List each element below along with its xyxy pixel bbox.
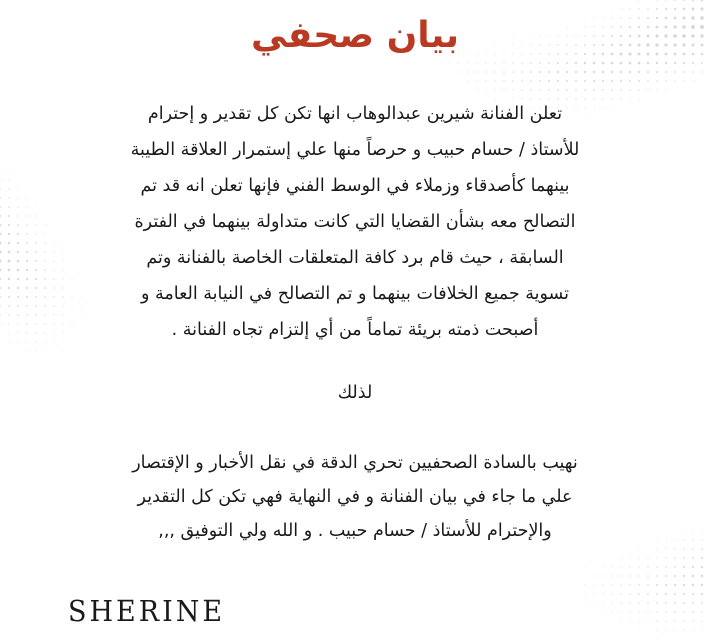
sherine-logo: SHERINE <box>68 595 226 629</box>
request-line: نهيب بالسادة الصحفيين تحري الدقة في نقل الأخبار و الإقتصار <box>132 453 578 473</box>
statement-line: بينهما كأصدقاء وزملاء في الوسط الفني فإنها تعلن انه قد تم <box>140 176 570 196</box>
therefore-heading: لذلك <box>337 383 373 403</box>
request-line: والإحترام للأستاذ / حسام حبيب . و الله ولي التوفيق ,,, <box>158 521 552 541</box>
request-paragraph <box>60 446 650 548</box>
statement-line: السابقة ، حيث قام برد كافة المتعلقات الخاصة بالفنانة وتم <box>146 248 564 268</box>
statement-line: للأستاذ / حسام حبيب و حرصاً منها علي إستمرار العلاقة الطيبة <box>130 140 580 160</box>
statement-line: تسوية جميع الخلافات بينهما و تم التصالح في النيابة العامة و <box>140 284 570 304</box>
statement-paragraph <box>60 96 650 348</box>
statement-line: التصالح معه بشأن القضايا التي كانت متداولة بينهما في الفترة <box>134 212 576 232</box>
statement-line: أصبحت ذمته بريئة تماماً من أي إلتزام تجاه الفنانة . <box>171 320 539 340</box>
request-line: علي ما جاء في بيان الفنانة و في النهاية فهي تكن كل التقدير <box>137 487 573 507</box>
statement-line: تعلن الفنانة شيرين عبدالوهاب انها تكن كل تقدير و إحترام <box>147 104 563 124</box>
page-title: بيان صحفي <box>250 15 460 56</box>
